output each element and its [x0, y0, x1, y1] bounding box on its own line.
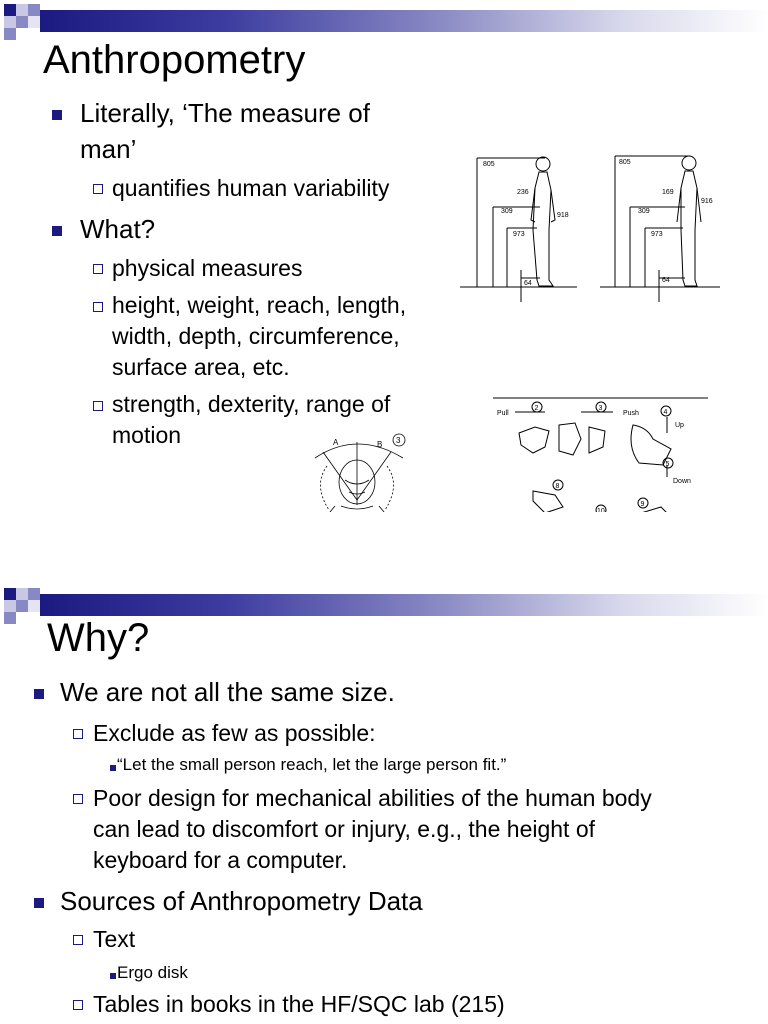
dim-label: 169: [662, 189, 674, 196]
hollow-bullet-icon: [73, 935, 83, 945]
bullet-quantifies: quantifies human variability: [112, 175, 390, 201]
hollow-bullet-icon: [93, 264, 103, 274]
motion-number: 2: [534, 405, 539, 412]
corner-square: [4, 612, 16, 624]
bullet-poor-3: keyboard for a computer.: [93, 847, 348, 873]
corner-square: [16, 4, 28, 16]
bullet-poor-2: can lead to discomfort or injury, e.g., the height of: [93, 816, 596, 842]
bullet-strength-1: strength, dexterity, range of: [112, 391, 391, 417]
hollow-bullet-icon: [73, 1000, 83, 1010]
bullet-height-2: width, depth, circumference,: [112, 323, 400, 349]
dim-label: 916: [701, 198, 713, 205]
bullet-literally-cont: man’: [80, 134, 137, 164]
bullet-icon: [34, 898, 44, 908]
standing-figure-diagram: [455, 150, 725, 310]
dim-label: 64: [524, 280, 532, 287]
corner-square: [28, 16, 40, 28]
bullet-exclude: Exclude as few as possible:: [93, 720, 376, 746]
hollow-bullet-icon: [93, 302, 103, 312]
dim-label: 64: [662, 277, 670, 284]
motion-number: 4: [663, 409, 668, 416]
hollow-bullet-icon: [73, 729, 83, 739]
dim-label: 805: [619, 159, 631, 166]
motion-label: Up: [675, 422, 684, 429]
corner-square: [4, 28, 16, 40]
hollow-bullet-icon: [93, 401, 103, 411]
corner-square: [4, 4, 16, 16]
neck-mark: B: [377, 440, 383, 449]
bullet-strength-2: motion: [112, 422, 182, 448]
dim-label: 309: [501, 208, 513, 215]
header-gradient-bar: [40, 10, 768, 32]
dim-label: 973: [513, 231, 525, 238]
corner-square: [4, 588, 16, 600]
dim-label: 236: [517, 189, 529, 196]
motion-label: Pull: [497, 410, 509, 417]
dim-label: 973: [651, 231, 663, 238]
bullet-what: What?: [80, 214, 156, 244]
corner-square: [4, 16, 16, 28]
neck-mark: 3: [396, 436, 401, 445]
dim-label: 805: [483, 161, 495, 168]
bullet-quote: “Let the small person reach, let the large person fit.”: [117, 755, 507, 774]
corner-square: [16, 600, 28, 612]
bullet-height-1: height, weight, reach, length,: [112, 292, 407, 318]
bullet-literally: Literally, ‘The measure of: [80, 98, 370, 128]
bullet-icon: [52, 110, 62, 120]
dim-label: 309: [638, 208, 650, 215]
motion-label: Down: [673, 478, 691, 485]
small-bullet-icon: [110, 973, 116, 979]
small-bullet-icon: [110, 765, 116, 771]
bullet-text: Text: [93, 926, 136, 952]
slide-title: Anthropometry: [43, 38, 306, 82]
bullet-ergo: Ergo disk: [117, 963, 188, 982]
bullet-tables: Tables in books in the HF/SQC lab (215): [93, 991, 505, 1017]
dim-label: 918: [557, 212, 569, 219]
motion-number: 9: [640, 501, 645, 508]
corner-square: [28, 4, 40, 16]
hollow-bullet-icon: [73, 794, 83, 804]
neck-mark: A: [333, 438, 339, 447]
bullet-poor-1: Poor design for mechanical abilities of the human body: [93, 785, 652, 811]
bullet-icon: [52, 226, 62, 236]
corner-square: [4, 600, 16, 612]
corner-square: [16, 588, 28, 600]
header-gradient-bar: [40, 594, 768, 616]
slide-2: [0, 512, 768, 1024]
corner-square: [28, 588, 40, 600]
hollow-bullet-icon: [93, 184, 103, 194]
corner-square: [28, 600, 40, 612]
motion-number: 5: [665, 461, 670, 468]
corner-square: [16, 16, 28, 28]
motion-label: Push: [623, 410, 639, 417]
bullet-physical: physical measures: [112, 255, 303, 281]
bullet-sources: Sources of Anthropometry Data: [60, 886, 423, 916]
slide-title: Why?: [47, 616, 150, 660]
bullet-not-same: We are not all the same size.: [60, 677, 395, 707]
bullet-icon: [34, 689, 44, 699]
motion-number: 3: [598, 405, 603, 412]
bullet-height-3: surface area, etc.: [112, 354, 290, 380]
motion-number: 8: [555, 483, 560, 490]
